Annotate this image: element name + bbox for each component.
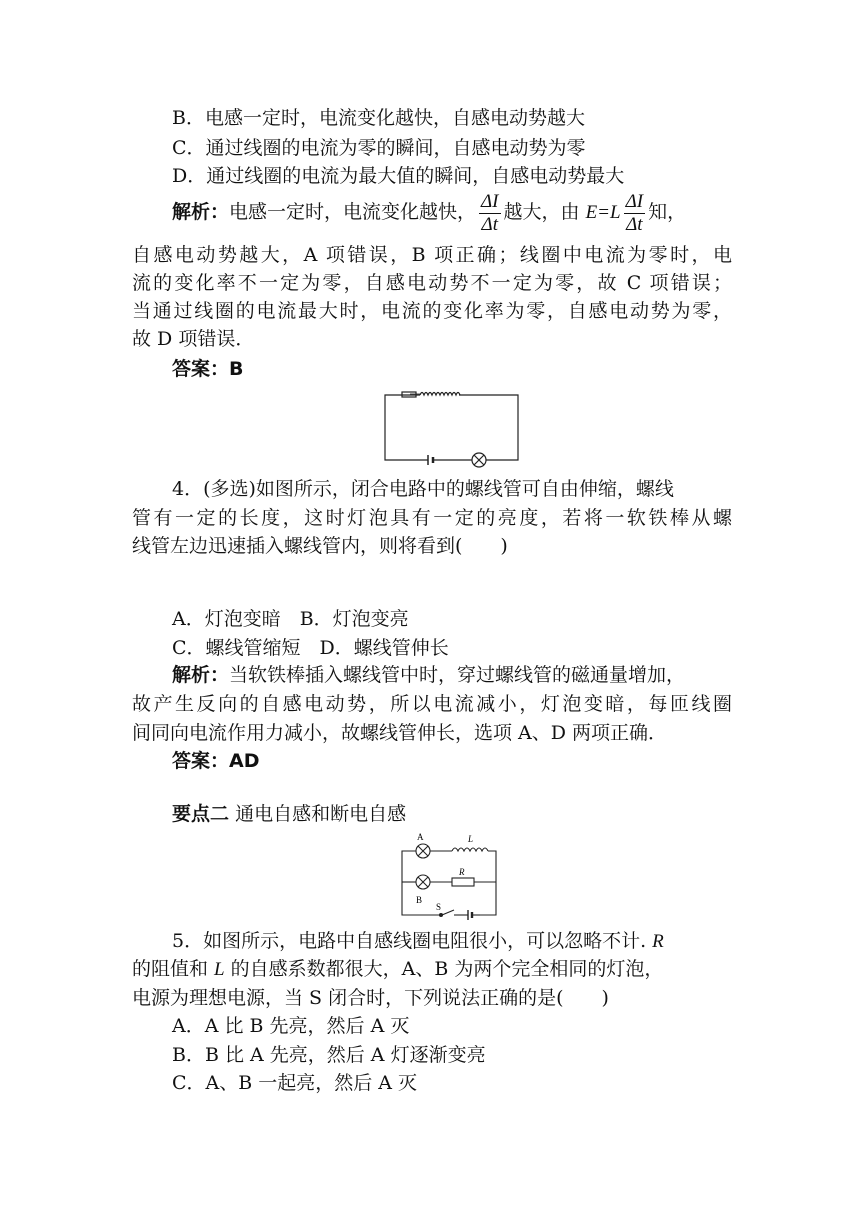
symbol-l: L	[214, 959, 225, 980]
q4-answer: 答案：AD	[172, 750, 260, 772]
analysis-text: 电感一定时，电流变化越快，	[229, 201, 477, 223]
stem-text: 的自感系数都很大，A、B 为两个完全相同的灯泡，	[224, 958, 664, 980]
section-heading	[172, 801, 732, 827]
q3-analysis-line3: 流的变化率不一定为零，自感电动势不一定为零，故 C 项错误；	[132, 272, 732, 294]
formula: E=L	[585, 202, 621, 223]
q5-option-c: C．A、B 一起亮，然后 A 灭	[172, 1072, 418, 1094]
analysis-text: 当软铁棒插入螺线管中时，穿过螺线管的磁通量增加，	[229, 664, 686, 686]
q3-analysis-line1	[172, 190, 732, 236]
section-label: 要点二	[172, 803, 230, 825]
q3-option-b: B．电感一定时，电流变化越快，自感电动势越大	[172, 107, 585, 129]
symbol-r: R	[652, 931, 664, 952]
q5-option-a: A．A 比 B 先亮，然后 A 灭	[172, 1015, 410, 1037]
q4-options-line2: C．螺线管缩短 D．螺线管伸长	[172, 637, 449, 659]
q4-options-line1: A．灯泡变暗 B．灯泡变亮	[172, 608, 409, 630]
fraction-denominator: Δt	[626, 213, 643, 235]
q4-stem-line2: 管有一定的长度，这时灯泡具有一定的亮度，若将一软铁棒从螺	[132, 507, 732, 529]
analysis-label: 解析：	[172, 201, 230, 223]
q4-analysis-line3: 间同向电流作用力减小，故螺线管伸长，选项 A、D 两项正确．	[132, 722, 668, 744]
q3-option-d: D．通过线圈的电流为最大值的瞬间，自感电动势最大	[172, 165, 625, 187]
q3-answer: 答案：B	[172, 358, 244, 380]
label-r: R	[459, 867, 465, 877]
q5-option-b: B．B 比 A 先亮，然后 A 灯逐渐变亮	[172, 1044, 486, 1066]
q3-analysis-line5: 故 D 项错误．	[132, 328, 255, 350]
label-b: B	[416, 895, 423, 905]
fraction-numerator: ΔI	[481, 190, 499, 212]
q3-option-c: C．通过线圈的电流为零的瞬间，自感电动势为零	[172, 137, 586, 159]
section-title: 通电自感和断电自感	[235, 803, 407, 825]
q4-analysis-line2: 故产生反向的自感电动势，所以电流减小，灯泡变暗，每匝线圈	[132, 693, 732, 715]
analysis-text: 知，	[648, 201, 687, 223]
fraction-di-dt	[479, 191, 500, 236]
stem-text: 5．如图所示，电路中自感线圈电阻很小，可以忽略不计.	[172, 930, 653, 952]
q5-stem-line3: 电源为理想电源，当 S 闭合时，下列说法正确的是( )	[132, 987, 609, 1009]
q4-stem-line3: 线管左边迅速插入螺线管内，则将看到( )	[132, 535, 508, 557]
stem-text: 的阻值和	[132, 958, 215, 980]
q3-analysis-line2: 自感电动势越大，A 项错误，B 项正确；线圈中电流为零时，电	[132, 244, 732, 266]
solenoid-circuit-figure	[380, 388, 525, 468]
q4-stem-line1: 4．(多选)如图所示，闭合电路中的螺线管可自由伸缩，螺线	[172, 478, 674, 500]
self-induction-circuit-figure	[396, 828, 504, 920]
fraction-numerator: ΔI	[625, 190, 644, 212]
label-s: S	[436, 902, 442, 912]
analysis-text: 越大，由	[503, 201, 580, 223]
fraction-denominator: Δt	[481, 213, 498, 235]
q3-analysis-line4: 当通过线圈的电流最大时，电流的变化率为零，自感电动势为零，	[132, 300, 732, 322]
fraction-di-dt	[624, 191, 645, 236]
q5-stem-line2	[132, 956, 732, 983]
q5-stem-line1	[172, 928, 732, 955]
analysis-label: 解析：	[172, 664, 230, 686]
label-l: L	[468, 834, 474, 844]
q4-analysis-line1	[172, 662, 732, 688]
label-a: A	[417, 832, 424, 842]
